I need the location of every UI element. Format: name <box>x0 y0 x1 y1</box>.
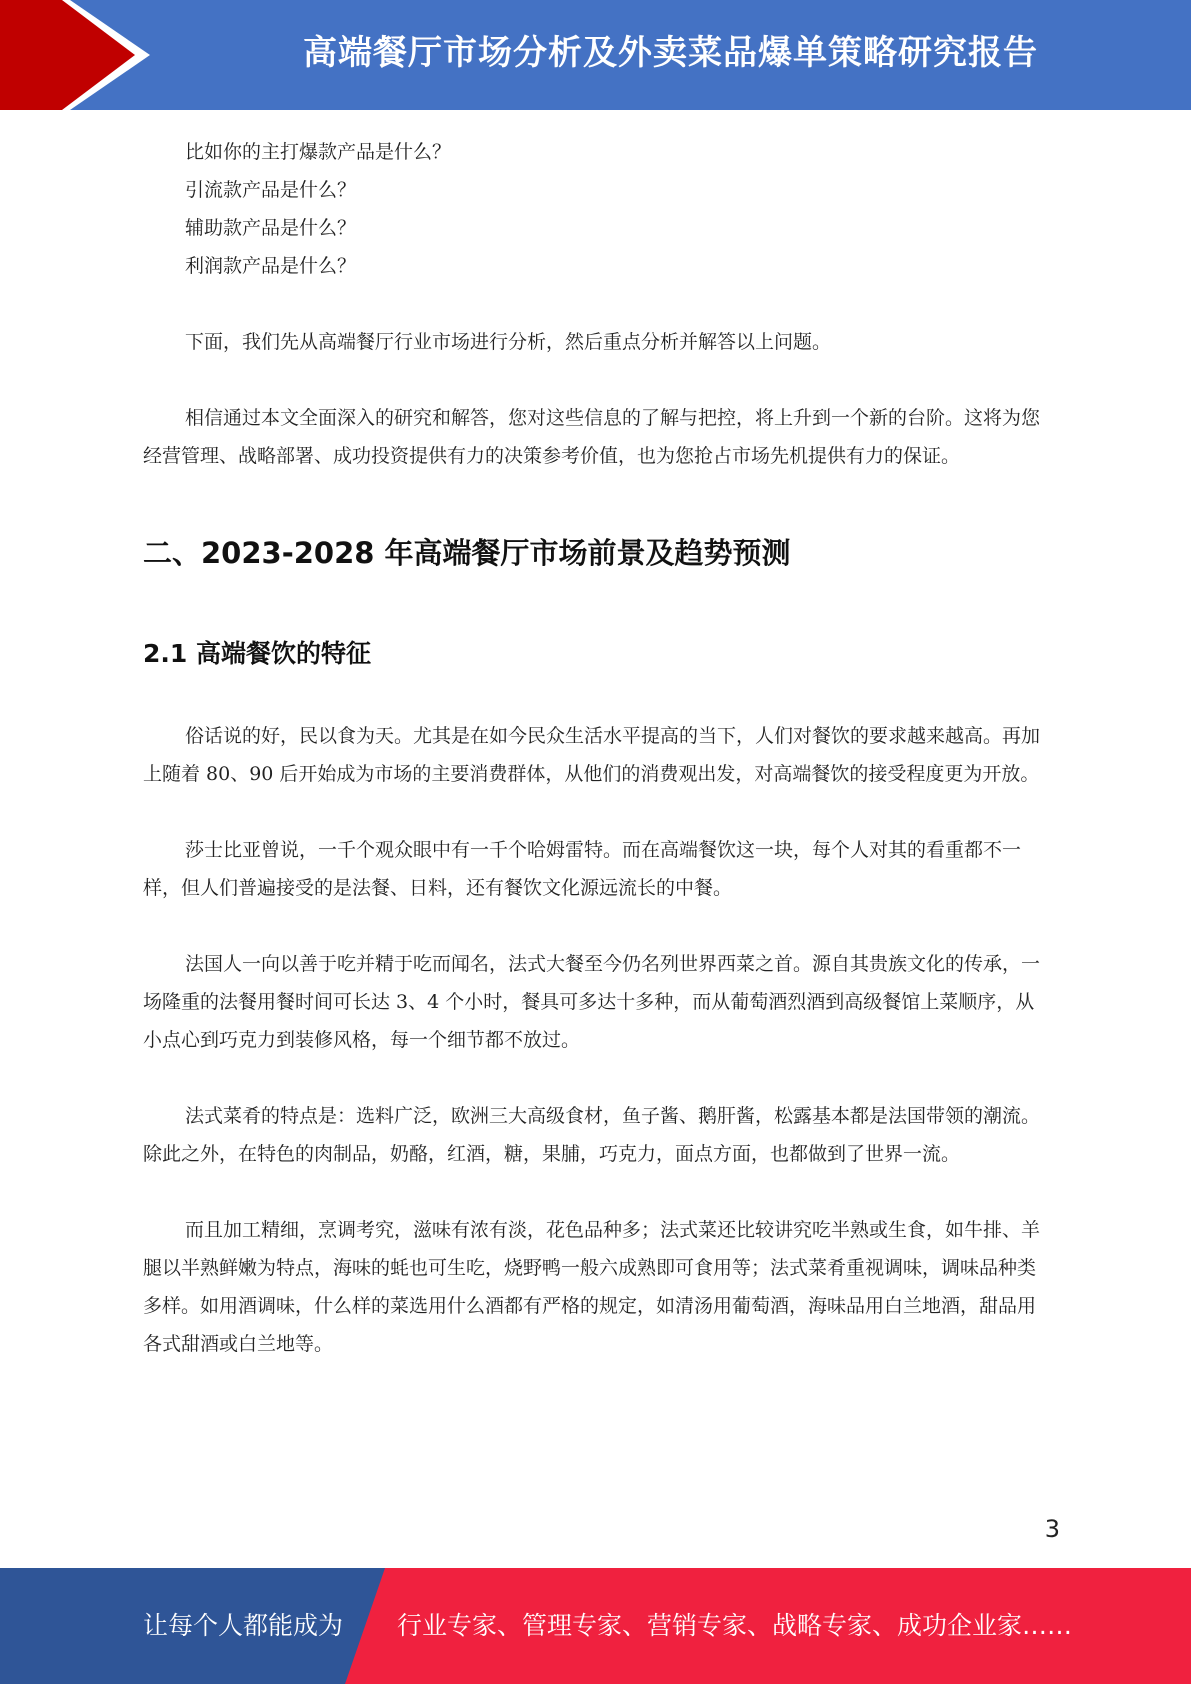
intro-paragraph: 相信通过本文全面深入的研究和解答，您对这些信息的了解与把控，将上升到一个新的台阶。这将为您经营管理、战略部署、成功投资提供有力的决策参考价值，也为您抢占市场先机提供有力的保证。 <box>143 407 1041 467</box>
body-paragraph: 而且加工精细，烹调考究，滋味有浓有淡，花色品种多；法式菜还比较讲究吃半熟或生食，如牛排、羊腿以半熟鲜嫩为特点，海味的蚝也可生吃，烧野鸭一般六成熟即可食用等；法式菜肴重视调味，调味品种类多样。如用酒调味，什么样的菜选用什么酒都有严格的规定，如清汤用葡萄酒，海味品用白兰地酒，甜品用各式甜酒或白兰地等。 <box>143 1219 1041 1355</box>
question-item: 比如你的主打爆款产品是什么？ <box>185 141 452 163</box>
footer-slogan-right: 行业专家、管理专家、营销专家、战略专家、成功企业家…… <box>397 1611 1073 1640</box>
spacer <box>143 1059 1047 1097</box>
question-list <box>143 133 1047 285</box>
spacer <box>143 361 1047 399</box>
section-heading: 二、2023-2028 年高端餐厅市场前景及趋势预测 <box>143 536 791 570</box>
spacer <box>143 679 1047 717</box>
report-title: 高端餐厅市场分析及外卖菜品爆单策略研究报告 <box>303 33 1038 73</box>
header-arrow-decoration <box>0 0 160 110</box>
body-paragraph: 莎士比亚曾说，一千个观众眼中有一千个哈姆雷特。而在高端餐饮这一块，每个人对其的看重都不一样，但人们普遍接受的是法餐、日料，还有餐饮文化源远流长的中餐。 <box>143 839 1022 899</box>
body-paragraph: 法式菜肴的特点是：选料广泛，欧洲三大高级食材，鱼子酱、鹅肝酱，松露基本都是法国带领的潮流。除此之外，在特色的肉制品，奶酪，红酒，糖，果脯，巧克力，面点方面，也都做到了世界一流。 <box>143 1105 1041 1165</box>
body-paragraph: 俗话说的好，民以食为天。尤其是在如今民众生活水平提高的当下，人们对餐饮的要求越来越高。再加上随着 80、90 后开始成为市场的主要消费群体，从他们的消费观出发，对高端餐饮的接受程度更为开放。 <box>143 725 1041 785</box>
question-item: 辅助款产品是什么？ <box>185 217 357 239</box>
page-footer <box>0 1568 1191 1684</box>
page-number: 3 <box>1044 1515 1060 1543</box>
page-content <box>143 133 1047 1363</box>
spacer <box>143 793 1047 831</box>
body-paragraph: 法国人一向以善于吃并精于吃而闻名，法式大餐至今仍名列世界西菜之首。源自其贵族文化的传承，一场隆重的法餐用餐时间可长达 3、4 个小时，餐具可多达十多种，而从葡萄酒烈酒到高级餐馆上菜顺序，从小点心到巧克力到装修风格，每一个细节都不放过。 <box>143 953 1041 1051</box>
spacer <box>143 907 1047 945</box>
question-item: 利润款产品是什么？ <box>185 255 357 277</box>
spacer <box>143 285 1047 323</box>
spacer <box>143 1173 1047 1211</box>
intro-paragraph: 下面，我们先从高端餐厅行业市场进行分析，然后重点分析并解答以上问题。 <box>185 331 832 353</box>
footer-slogan-left: 让每个人都能成为 <box>143 1611 344 1640</box>
question-item: 引流款产品是什么？ <box>185 179 357 201</box>
page-header <box>0 0 1191 110</box>
subsection-heading: 2.1 高端餐饮的特征 <box>143 639 371 668</box>
